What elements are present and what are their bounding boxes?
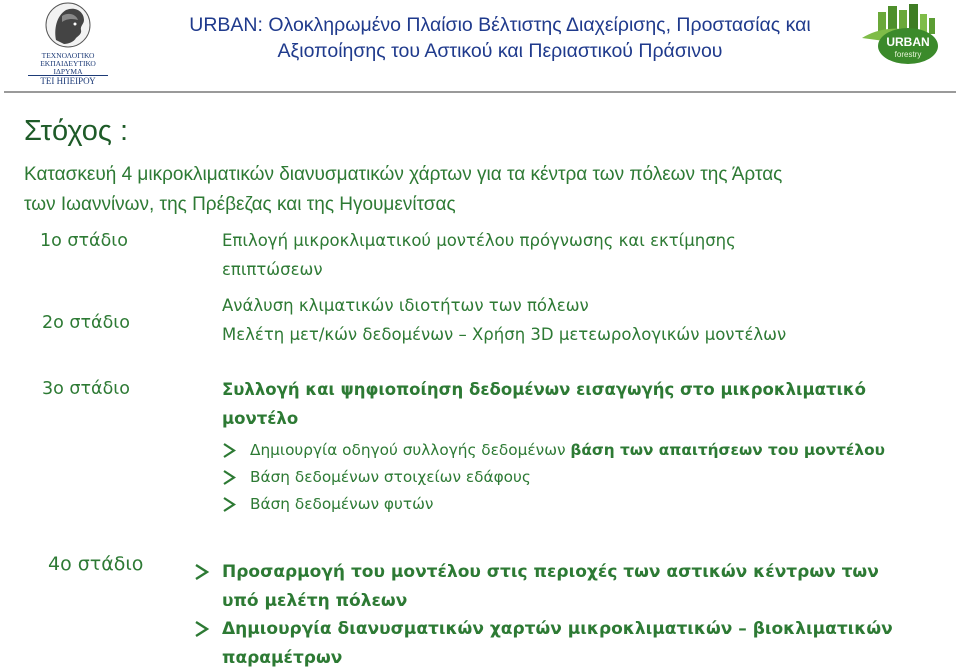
stage-3-bullet-2 xyxy=(222,464,952,491)
stage-1-description xyxy=(222,226,942,284)
institution-logo xyxy=(28,2,108,84)
stage-2-description xyxy=(222,291,942,349)
goal-heading: Στόχος : xyxy=(24,115,129,147)
goal-description xyxy=(24,160,949,220)
athena-head-icon xyxy=(28,2,108,48)
arrow-bullet-icon xyxy=(222,464,242,491)
urban-forestry-logo xyxy=(858,2,946,68)
institution-line-4: ΤΕΙ ΗΠΕΙΡΟΥ xyxy=(28,75,108,86)
stage-3-bullet-1-text: Δημιουργία οδηγού συλλογής δεδομένων xyxy=(250,441,571,459)
header-divider xyxy=(4,91,956,93)
institution-line-3: ΙΔΡΥΜΑ xyxy=(53,67,83,76)
stage-2-line-2: Μελέτη μετ/κών δεδομένων – Χρήση 3D μετεωρολογικών μοντέλων xyxy=(222,325,787,344)
stage-3-description xyxy=(222,375,942,433)
stage-4-bullet-2-line-1: Δημιουργία διανυσματικών χαρτών μικροκλιματικών – βιοκλιματικών xyxy=(222,619,893,639)
stage-1-line-2: επιπτώσεων xyxy=(222,260,323,279)
stage-3-bullet-2-text: Βάση δεδομένων στοιχείων εδάφους xyxy=(250,468,531,486)
arrow-bullet-icon xyxy=(222,437,242,464)
stage-2-line-1: Ανάλυση κλιματικών ιδιοτήτων των πόλεων xyxy=(222,296,589,315)
stage-4-label: 4ο στάδιο xyxy=(48,553,144,575)
stage-3-bullet-1 xyxy=(222,437,952,464)
city-skyline-icon xyxy=(858,2,946,68)
stage-3-bullet-3-text: Βάση δεδομένων φυτών xyxy=(250,495,434,513)
project-title xyxy=(150,12,850,64)
institution-line-2: ΕΚΠΑΙΔΕΥΤΙΚΟ xyxy=(40,59,96,68)
institution-line-1: ΤΕΧΝΟΛΟΓΙΚΟ xyxy=(41,51,95,60)
stage-4-bullet-2 xyxy=(194,615,954,672)
logo-word-urban: URBAN xyxy=(886,35,930,49)
goal-line-1: Κατασκευή 4 μικροκλιματικών διανυσματικών χάρτων για τα κέντρα των πόλεων της Άρτας xyxy=(24,164,783,185)
stage-4-bullet-1 xyxy=(194,558,954,615)
stage-3-bullets xyxy=(222,437,952,518)
arrow-bullet-icon xyxy=(222,491,242,518)
stage-4-bullet-2-line-2: παραμέτρων xyxy=(222,647,343,668)
goal-line-2: των Ιωαννίνων, της Πρέβεζας και της Ηγουμενίτσας xyxy=(24,194,456,215)
stage-3-line-1: Συλλογή και ψηφιοποίηση δεδομένων εισαγωγής στο μικροκλιματικό xyxy=(222,380,866,399)
stage-4-bullets xyxy=(194,558,954,672)
stage-3-label: 3ο στάδιο xyxy=(42,379,130,399)
stage-1-label: 1ο στάδιο xyxy=(40,231,128,251)
project-title-line-1: URBAN: Ολοκληρωμένο Πλαίσιο Βέλτιστης Διαχείρισης, Προστασίας και xyxy=(189,14,811,36)
stage-4-bullet-1-line-2: υπό μελέτη πόλεων xyxy=(222,590,408,611)
arrow-bullet-icon xyxy=(194,558,212,586)
stage-3-line-2: μοντέλο xyxy=(222,409,299,428)
stage-3-bullet-3 xyxy=(222,491,952,518)
project-title-line-2: Αξιοποίησης του Αστικού και Περιαστικού Πράσινου xyxy=(277,40,723,62)
stage-4-bullet-1-line-1: Προσαρμογή του μοντέλου στις περιοχές των αστικών κέντρων των xyxy=(222,562,879,582)
stage-3-bullet-1-bold: βάση των απαιτήσεων του μοντέλου xyxy=(570,441,885,459)
stage-2-label: 2ο στάδιο xyxy=(42,313,130,333)
stage-1-line-1: Επιλογή μικροκλιματικού μοντέλου πρόγνωσης και εκτίμησης xyxy=(222,231,736,250)
logo-word-forestry: forestry xyxy=(894,50,922,59)
arrow-bullet-icon xyxy=(194,615,212,643)
